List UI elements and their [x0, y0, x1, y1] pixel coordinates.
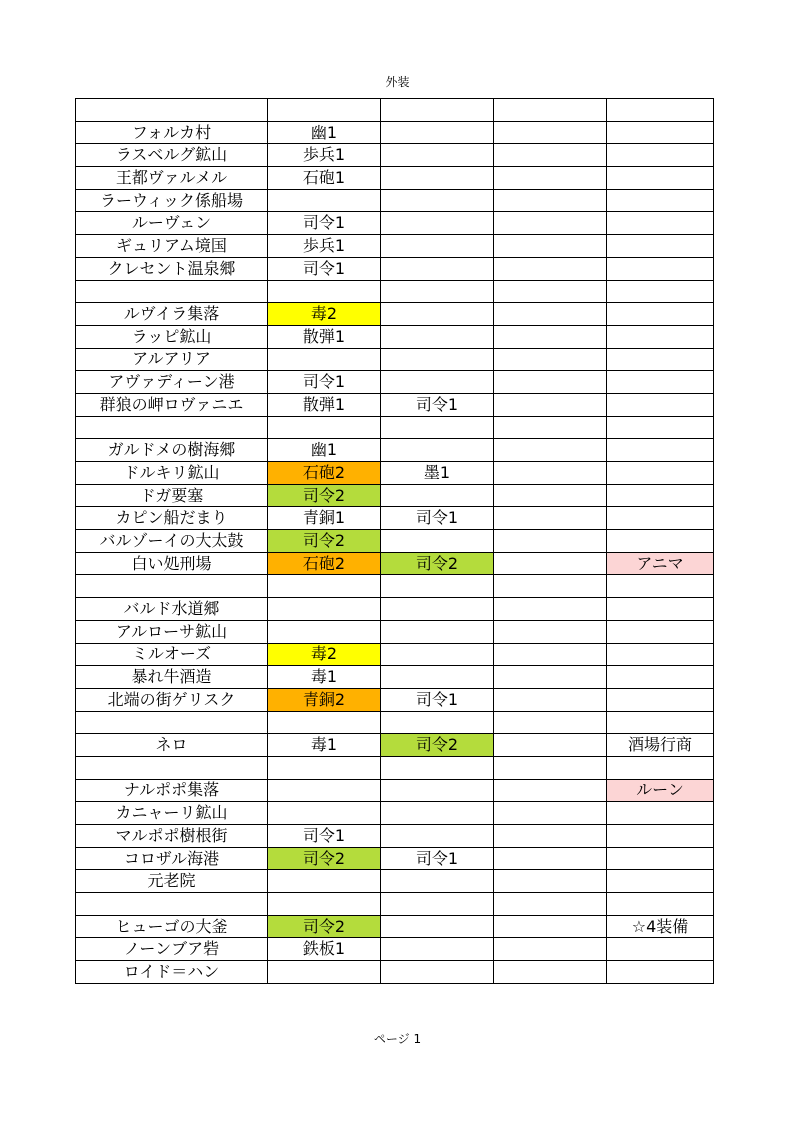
- location-name-cell[interactable]: アヴァディーン港: [76, 371, 268, 394]
- table-cell[interactable]: [494, 552, 607, 575]
- table-cell[interactable]: [607, 121, 714, 144]
- table-cell[interactable]: 酒場行商: [607, 734, 714, 757]
- table-cell[interactable]: [381, 666, 494, 689]
- table-row: [76, 462, 714, 485]
- table-cell[interactable]: [607, 484, 714, 507]
- location-name-cell[interactable]: 暴れ牛酒造: [76, 666, 268, 689]
- table-cell[interactable]: [381, 575, 494, 598]
- table-cell[interactable]: [494, 734, 607, 757]
- location-name-cell[interactable]: カニャーリ鉱山: [76, 802, 268, 825]
- table-cell[interactable]: [607, 371, 714, 394]
- table-cell[interactable]: 司令1: [268, 371, 381, 394]
- table-cell[interactable]: [494, 371, 607, 394]
- table-cell[interactable]: [494, 484, 607, 507]
- table-cell[interactable]: 散弾1: [268, 393, 381, 416]
- table-row: [76, 893, 714, 916]
- location-name-cell[interactable]: ノーンブア砦: [76, 938, 268, 961]
- location-name-cell[interactable]: [76, 575, 268, 598]
- table-cell[interactable]: [494, 847, 607, 870]
- location-name-cell[interactable]: [76, 756, 268, 779]
- table-cell[interactable]: [268, 961, 381, 984]
- table-row: [76, 371, 714, 394]
- table-cell[interactable]: [607, 870, 714, 893]
- table-row: [76, 938, 714, 961]
- location-name-cell[interactable]: フォルカ村: [76, 121, 268, 144]
- location-name-cell[interactable]: バルド水道郷: [76, 598, 268, 621]
- table-row: [76, 915, 714, 938]
- table-cell[interactable]: [494, 462, 607, 485]
- table-row: [76, 144, 714, 167]
- table-cell[interactable]: 幽1: [268, 439, 381, 462]
- table-cell[interactable]: [381, 620, 494, 643]
- table-cell[interactable]: 毒1: [268, 666, 381, 689]
- table-cell[interactable]: [607, 348, 714, 371]
- table-cell[interactable]: [494, 99, 607, 122]
- table-cell[interactable]: [381, 825, 494, 848]
- table-cell[interactable]: [494, 303, 607, 326]
- table-cell[interactable]: [381, 530, 494, 553]
- table-cell[interactable]: [494, 393, 607, 416]
- table-cell[interactable]: [381, 779, 494, 802]
- table-cell[interactable]: [381, 121, 494, 144]
- table-cell[interactable]: [607, 235, 714, 258]
- table-cell[interactable]: 司令1: [381, 847, 494, 870]
- table-cell[interactable]: 鉄板1: [268, 938, 381, 961]
- table-row: [76, 189, 714, 212]
- table-cell[interactable]: [494, 530, 607, 553]
- location-name-cell[interactable]: クレセント温泉郷: [76, 257, 268, 280]
- table-cell[interactable]: [381, 348, 494, 371]
- table-cell[interactable]: [381, 416, 494, 439]
- table-cell[interactable]: [607, 325, 714, 348]
- table-cell[interactable]: [381, 235, 494, 258]
- location-name-cell[interactable]: ロイド＝ハン: [76, 961, 268, 984]
- table-cell[interactable]: [607, 257, 714, 280]
- table-cell[interactable]: [494, 961, 607, 984]
- location-name-cell[interactable]: ミルオーズ: [76, 643, 268, 666]
- table-cell[interactable]: [494, 688, 607, 711]
- table-row: [76, 348, 714, 371]
- location-name-cell[interactable]: ドガ要塞: [76, 484, 268, 507]
- table-cell[interactable]: [268, 870, 381, 893]
- table-cell[interactable]: [607, 688, 714, 711]
- table-cell[interactable]: [607, 144, 714, 167]
- table-cell[interactable]: [607, 893, 714, 916]
- location-name-cell[interactable]: ヒューゴの大釜: [76, 915, 268, 938]
- table-cell[interactable]: [268, 711, 381, 734]
- table-cell[interactable]: [607, 507, 714, 530]
- table-row: [76, 688, 714, 711]
- table-cell[interactable]: [494, 167, 607, 190]
- table-cell[interactable]: [268, 756, 381, 779]
- table-cell[interactable]: [381, 257, 494, 280]
- table-cell[interactable]: [607, 212, 714, 235]
- table-cell[interactable]: [494, 348, 607, 371]
- table-cell[interactable]: [381, 167, 494, 190]
- table-row: [76, 212, 714, 235]
- table-cell[interactable]: [268, 893, 381, 916]
- table-cell[interactable]: [607, 280, 714, 303]
- table-cell[interactable]: [381, 915, 494, 938]
- table-cell[interactable]: 司令1: [268, 257, 381, 280]
- table-cell[interactable]: 司令1: [268, 825, 381, 848]
- table-cell[interactable]: [494, 756, 607, 779]
- table-cell[interactable]: [607, 99, 714, 122]
- table-cell[interactable]: 司令2: [268, 847, 381, 870]
- table-cell[interactable]: [494, 575, 607, 598]
- table-row: [76, 280, 714, 303]
- location-name-cell[interactable]: マルポポ樹根街: [76, 825, 268, 848]
- table-cell[interactable]: 司令1: [381, 688, 494, 711]
- table-cell[interactable]: [381, 938, 494, 961]
- table-cell[interactable]: 毒2: [268, 303, 381, 326]
- location-name-cell[interactable]: [76, 99, 268, 122]
- table-cell[interactable]: [607, 167, 714, 190]
- table-cell[interactable]: 青銅2: [268, 688, 381, 711]
- location-name-cell[interactable]: アルアリア: [76, 348, 268, 371]
- table-cell[interactable]: 石砲1: [268, 167, 381, 190]
- table-cell[interactable]: アニマ: [607, 552, 714, 575]
- table-row: [76, 779, 714, 802]
- table-cell[interactable]: [607, 393, 714, 416]
- location-name-cell[interactable]: ネロ: [76, 734, 268, 757]
- table-row: [76, 416, 714, 439]
- table-row: [76, 756, 714, 779]
- table-cell[interactable]: [494, 711, 607, 734]
- table-cell[interactable]: 石砲2: [268, 552, 381, 575]
- table-cell[interactable]: [494, 257, 607, 280]
- table-cell[interactable]: [607, 847, 714, 870]
- location-name-cell[interactable]: コロザル海港: [76, 847, 268, 870]
- table-cell[interactable]: [607, 416, 714, 439]
- table-cell[interactable]: [268, 779, 381, 802]
- table-cell[interactable]: [607, 666, 714, 689]
- table-cell[interactable]: 歩兵1: [268, 144, 381, 167]
- table-cell[interactable]: [381, 961, 494, 984]
- table-cell[interactable]: 司令2: [268, 530, 381, 553]
- table-cell[interactable]: 歩兵1: [268, 235, 381, 258]
- table-cell[interactable]: [607, 961, 714, 984]
- table-cell[interactable]: [381, 802, 494, 825]
- table-cell[interactable]: [381, 325, 494, 348]
- table-cell[interactable]: [494, 915, 607, 938]
- location-name-cell[interactable]: ナルポポ集落: [76, 779, 268, 802]
- table-cell[interactable]: 毒1: [268, 734, 381, 757]
- table-cell[interactable]: [607, 439, 714, 462]
- table-cell[interactable]: 司令2: [268, 484, 381, 507]
- table-cell[interactable]: [268, 99, 381, 122]
- table-cell[interactable]: [494, 779, 607, 802]
- table-cell[interactable]: 司令1: [268, 212, 381, 235]
- table-row: [76, 961, 714, 984]
- table-cell[interactable]: [607, 938, 714, 961]
- table-cell[interactable]: [494, 325, 607, 348]
- table-row: [76, 711, 714, 734]
- table-row: [76, 847, 714, 870]
- table-cell[interactable]: [607, 189, 714, 212]
- location-name-cell[interactable]: カピン船だまり: [76, 507, 268, 530]
- table-cell[interactable]: [494, 870, 607, 893]
- table-row: [76, 257, 714, 280]
- table-cell[interactable]: [494, 802, 607, 825]
- table-cell[interactable]: [494, 825, 607, 848]
- table-cell[interactable]: 司令1: [381, 507, 494, 530]
- table-row: [76, 167, 714, 190]
- table-cell[interactable]: [494, 121, 607, 144]
- table-cell[interactable]: [494, 620, 607, 643]
- table-row: [76, 121, 714, 144]
- table-cell[interactable]: 石砲2: [268, 462, 381, 485]
- table-cell[interactable]: [381, 598, 494, 621]
- table-cell[interactable]: 毒2: [268, 643, 381, 666]
- location-name-cell[interactable]: アルローサ鉱山: [76, 620, 268, 643]
- location-name-cell[interactable]: ラーウィック係船場: [76, 189, 268, 212]
- table-cell[interactable]: 幽1: [268, 121, 381, 144]
- table-cell[interactable]: 青銅1: [268, 507, 381, 530]
- table-row: [76, 484, 714, 507]
- table-cell[interactable]: [268, 416, 381, 439]
- table-cell[interactable]: [381, 893, 494, 916]
- table-cell[interactable]: [494, 439, 607, 462]
- table-cell[interactable]: [268, 189, 381, 212]
- location-name-cell[interactable]: ルーヴェン: [76, 212, 268, 235]
- table-cell[interactable]: [494, 938, 607, 961]
- table-cell[interactable]: [381, 144, 494, 167]
- table-row: [76, 620, 714, 643]
- table-cell[interactable]: [268, 620, 381, 643]
- table-cell[interactable]: [381, 371, 494, 394]
- table-cell[interactable]: 司令2: [381, 734, 494, 757]
- location-name-cell[interactable]: [76, 893, 268, 916]
- table-cell[interactable]: [607, 802, 714, 825]
- table-cell[interactable]: [381, 189, 494, 212]
- location-name-cell[interactable]: [76, 280, 268, 303]
- table-cell[interactable]: [268, 802, 381, 825]
- table-cell[interactable]: [381, 99, 494, 122]
- table-cell[interactable]: 墨1: [381, 462, 494, 485]
- table-row: [76, 598, 714, 621]
- table-cell[interactable]: [268, 575, 381, 598]
- table-row: [76, 530, 714, 553]
- table-cell[interactable]: [494, 643, 607, 666]
- location-name-cell[interactable]: 北端の街ゲリスク: [76, 688, 268, 711]
- location-name-cell[interactable]: ドルキリ鉱山: [76, 462, 268, 485]
- table-cell[interactable]: [494, 893, 607, 916]
- table-cell[interactable]: [381, 870, 494, 893]
- table-row: [76, 99, 714, 122]
- table-row: [76, 303, 714, 326]
- table-cell[interactable]: [607, 462, 714, 485]
- location-name-cell[interactable]: 元老院: [76, 870, 268, 893]
- location-name-cell[interactable]: 王都ヴァルメル: [76, 167, 268, 190]
- location-name-cell[interactable]: 群狼の岬ロヴァニエ: [76, 393, 268, 416]
- table-cell[interactable]: [494, 235, 607, 258]
- table-cell[interactable]: [494, 212, 607, 235]
- table-cell[interactable]: [381, 280, 494, 303]
- location-name-cell[interactable]: [76, 416, 268, 439]
- table-row: [76, 666, 714, 689]
- table-cell[interactable]: [381, 711, 494, 734]
- table-row: [76, 575, 714, 598]
- table-cell[interactable]: [381, 756, 494, 779]
- table-cell[interactable]: 司令1: [381, 393, 494, 416]
- table-cell[interactable]: [268, 348, 381, 371]
- location-name-cell[interactable]: ルヴイラ集落: [76, 303, 268, 326]
- location-name-cell[interactable]: ラスベルグ鉱山: [76, 144, 268, 167]
- table-row: [76, 507, 714, 530]
- location-name-cell[interactable]: [76, 711, 268, 734]
- table-cell[interactable]: 司令2: [268, 915, 381, 938]
- table-body: [76, 99, 714, 984]
- table-cell[interactable]: [607, 620, 714, 643]
- table-row: [76, 393, 714, 416]
- table-cell[interactable]: [268, 598, 381, 621]
- table-row: [76, 325, 714, 348]
- table-cell[interactable]: [607, 825, 714, 848]
- table-cell[interactable]: [494, 666, 607, 689]
- table-cell[interactable]: [381, 212, 494, 235]
- table-cell[interactable]: [494, 280, 607, 303]
- table-cell[interactable]: [381, 439, 494, 462]
- table-cell[interactable]: [494, 416, 607, 439]
- table-cell[interactable]: [607, 575, 714, 598]
- table-cell[interactable]: [607, 711, 714, 734]
- page-header-title: 外装: [385, 75, 410, 89]
- table-row: [76, 643, 714, 666]
- table-cell[interactable]: ルーン: [607, 779, 714, 802]
- table-cell[interactable]: 散弾1: [268, 325, 381, 348]
- table-cell[interactable]: [268, 280, 381, 303]
- table-row: [76, 439, 714, 462]
- table-row: [76, 552, 714, 575]
- table-cell[interactable]: [494, 189, 607, 212]
- location-name-cell[interactable]: ラッピ鉱山: [76, 325, 268, 348]
- table-cell[interactable]: [381, 484, 494, 507]
- table-row: [76, 802, 714, 825]
- table-row: [76, 734, 714, 757]
- location-name-cell[interactable]: バルゾーイの大太鼓: [76, 530, 268, 553]
- location-name-cell[interactable]: ギュリアム境国: [76, 235, 268, 258]
- table-row: [76, 870, 714, 893]
- location-name-cell[interactable]: ガルドメの樹海郷: [76, 439, 268, 462]
- table-cell[interactable]: [607, 303, 714, 326]
- table-cell[interactable]: [607, 756, 714, 779]
- spreadsheet-table: [75, 98, 714, 984]
- location-name-cell[interactable]: 白い処刑場: [76, 552, 268, 575]
- table-cell[interactable]: [494, 507, 607, 530]
- table-cell[interactable]: [607, 598, 714, 621]
- table-cell[interactable]: [381, 303, 494, 326]
- table-row: [76, 825, 714, 848]
- table-cell[interactable]: [494, 598, 607, 621]
- table-cell[interactable]: [381, 643, 494, 666]
- table-cell[interactable]: [607, 643, 714, 666]
- table-row: [76, 235, 714, 258]
- table-cell[interactable]: ☆4装備: [607, 915, 714, 938]
- table-cell[interactable]: [607, 530, 714, 553]
- page-footer-label: ページ 1: [373, 1032, 422, 1046]
- table-cell[interactable]: 司令2: [381, 552, 494, 575]
- table-cell[interactable]: [494, 144, 607, 167]
